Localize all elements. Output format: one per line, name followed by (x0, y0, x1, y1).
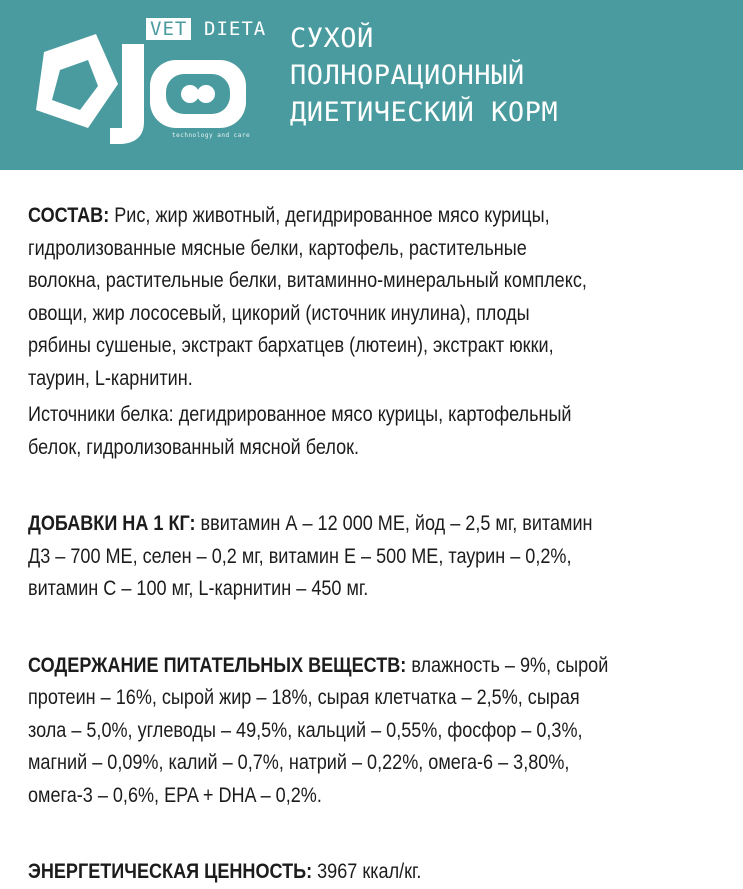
composition-text: гидролизованные мясные белки, картофель, растительные (28, 236, 527, 260)
nutrients-text: влажность – 9%, сырой (406, 653, 609, 677)
composition-text: рябины сушеные, экстракт бархатцев (лютеин), экстракт юкки, (28, 334, 554, 357)
protein-sources (28, 399, 718, 464)
additives-label: ДОБАВКИ НА 1 КГ: (28, 512, 196, 535)
composition-text: Рис, жир животный, дегидрированное мясо курицы, (109, 204, 550, 227)
nutrients-text: магний – 0,09%, калий – 0,7%, натрий – 0,22%, омега-6 – 3,80%, (28, 751, 570, 774)
nutrients-text: зола – 5,0%, углеводы – 49,5%, кальций – 0,55%, фосфор – 0,3%, (28, 718, 583, 742)
protein-sources-text: белок, гидролизованный мясной белок. (28, 435, 360, 459)
title-line: СУХОЙ (290, 23, 374, 54)
product-description (28, 200, 718, 889)
dieta-label: DIETA (204, 18, 267, 40)
vet-label: VET (146, 18, 191, 40)
energy-label: ЭНЕРГЕТИЧЕСКАЯ ЦЕННОСТЬ: (28, 860, 313, 883)
composition-section (28, 200, 718, 395)
title-line: ДИЕТИЧЕСКИЙ КОРМ (290, 97, 559, 128)
nutrients-text: протеин – 16%, сырой жир – 18%, сырая клетчатка – 2,5%, сырая (28, 686, 580, 709)
header-banner (0, 0, 743, 170)
brand-tagline: technology and care (172, 132, 251, 139)
title-line: ПОЛНОРАЦИОННЫЙ (290, 60, 525, 91)
additives-text: витамин С – 100 мг, L-карнитин – 450 мг. (28, 577, 369, 600)
nutrients-text: омега-3 – 0,6%, EPA + DHA – 0,2%. (28, 783, 322, 807)
composition-text: таурин, L-карнитин. (28, 366, 193, 390)
energy-section (28, 856, 718, 889)
composition-text: волокна, растительные белки, витаминно-минеральный комплекс, (28, 269, 587, 292)
nutrients-section (28, 650, 718, 813)
additives-text: Д3 – 700 МЕ, селен – 0,2 мг, витамин Е – 500 МЕ, таурин – 0,2%, (28, 544, 572, 568)
composition-text: овощи, жир лососевый, цикорий (источник инулина), плоды (28, 301, 530, 325)
nutrients-label: СОДЕРЖАНИЕ ПИТАТЕЛЬНЫХ ВЕЩЕСТВ: (28, 653, 407, 677)
brand-logo (26, 14, 276, 154)
protein-sources-text: Источники белка: дегидрированное мясо курицы, картофельный (28, 403, 572, 426)
energy-value: 3967 ккал/кг. (312, 860, 422, 883)
additives-text: ввитамин А – 12 000 МЕ, йод – 2,5 мг, витамин (195, 512, 593, 535)
additives-section (28, 508, 718, 606)
product-title (290, 20, 558, 131)
composition-label: СОСТАВ: (28, 204, 110, 227)
